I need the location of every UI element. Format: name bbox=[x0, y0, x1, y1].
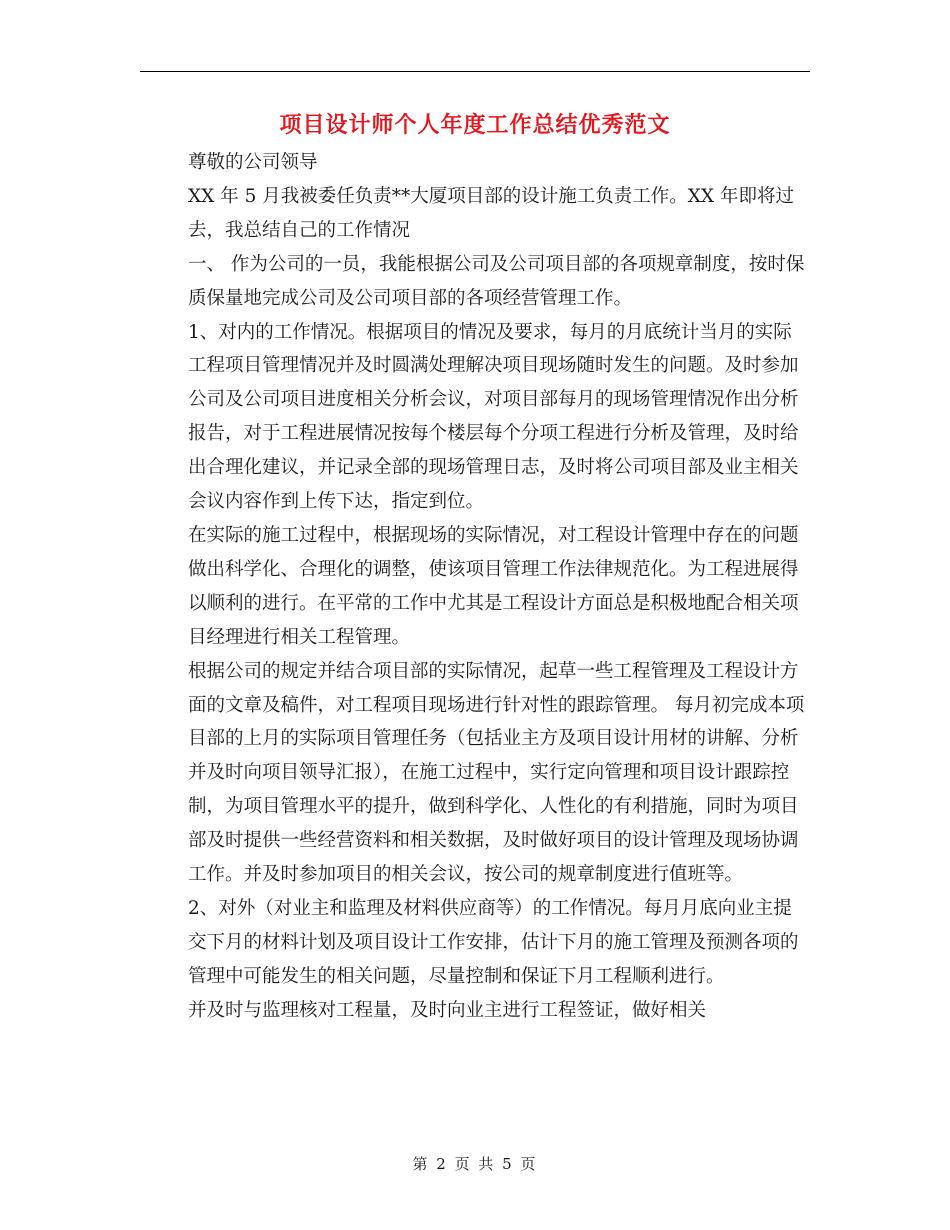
page-number: 第 2 页 共 5 页 bbox=[412, 1155, 538, 1173]
salutation: 尊敬的公司领导 bbox=[188, 152, 318, 173]
document-body bbox=[141, 146, 805, 1028]
paragraph: 1、对内的工作情况。根据项目的情况及要求，每月的月底统计当月的实际工程项目管理情况并及时圆满处理解决项目现场随时发生的问题。及时参加公司及公司项目进度相关分析会议，对项目部每月的现场管理情况作出分析报告，对于工程进展情况按每个楼层每个分项工程进行分析及管理，及时给出合理化建议，并记录全部的现场管理日志，及时将公司项目部及业主相关会议内容作到上传下达，指定到位。 bbox=[188, 321, 799, 513]
header-rule bbox=[140, 71, 810, 72]
paragraph: XX 年 5 月我被委任负责**大厦项目部的设计施工负责工作。XX 年即将过去，我总结自己的工作情况 bbox=[188, 185, 794, 241]
paragraph: 一、 作为公司的一员，我能根据公司及公司项目部的各项规章制度，按时保质保量地完成公司及公司项目部的各项经营管理工作。 bbox=[188, 253, 805, 309]
paragraph: 2、对外（对业主和监理及材料供应商等）的工作情况。每月月底向业主提交下月的材料计划及项目设计工作安排，估计下月的施工管理及预测各项的管理中可能发生的相关问题，尽量控制和保证下月工程顺利进行。 bbox=[188, 897, 799, 987]
paragraph: 并及时与监理核对工程量，及时向业主进行工程签证，做好相关 bbox=[188, 999, 707, 1021]
paragraph: 根据公司的规定并结合项目部的实际情况，起草一些工程管理及工程设计方面的文章及稿件，对工程项目现场进行针对性的跟踪管理。 每月初完成本项目部的上月的实际项目管理任务（包括业主方及项目设计用材的讲解、分析并及时向项目领导汇报），在施工过程中，实行定向管理和项目设计跟踪控制，为项目管理水平的提升，做到科学化、人性化的有利措施，同时为项目部及时提供一些经营资料和相关数据，及时做好项目的设计管理及现场协调工作。并及时参加项目的相关会议，按公司的规章制度进行值班等。 bbox=[188, 660, 805, 886]
document-title: 项目设计师个人年度工作总结优秀范文 bbox=[279, 113, 671, 138]
paragraph: 在实际的施工过程中，根据现场的实际情况，对工程设计管理中存在的问题做出科学化、合理化的调整，使该项目管理工作法律规范化。为工程进展得以顺利的进行。在平常的工作中尤其是工程设计方面总是积极地配合相关项目经理进行相关工程管理。 bbox=[188, 524, 799, 648]
